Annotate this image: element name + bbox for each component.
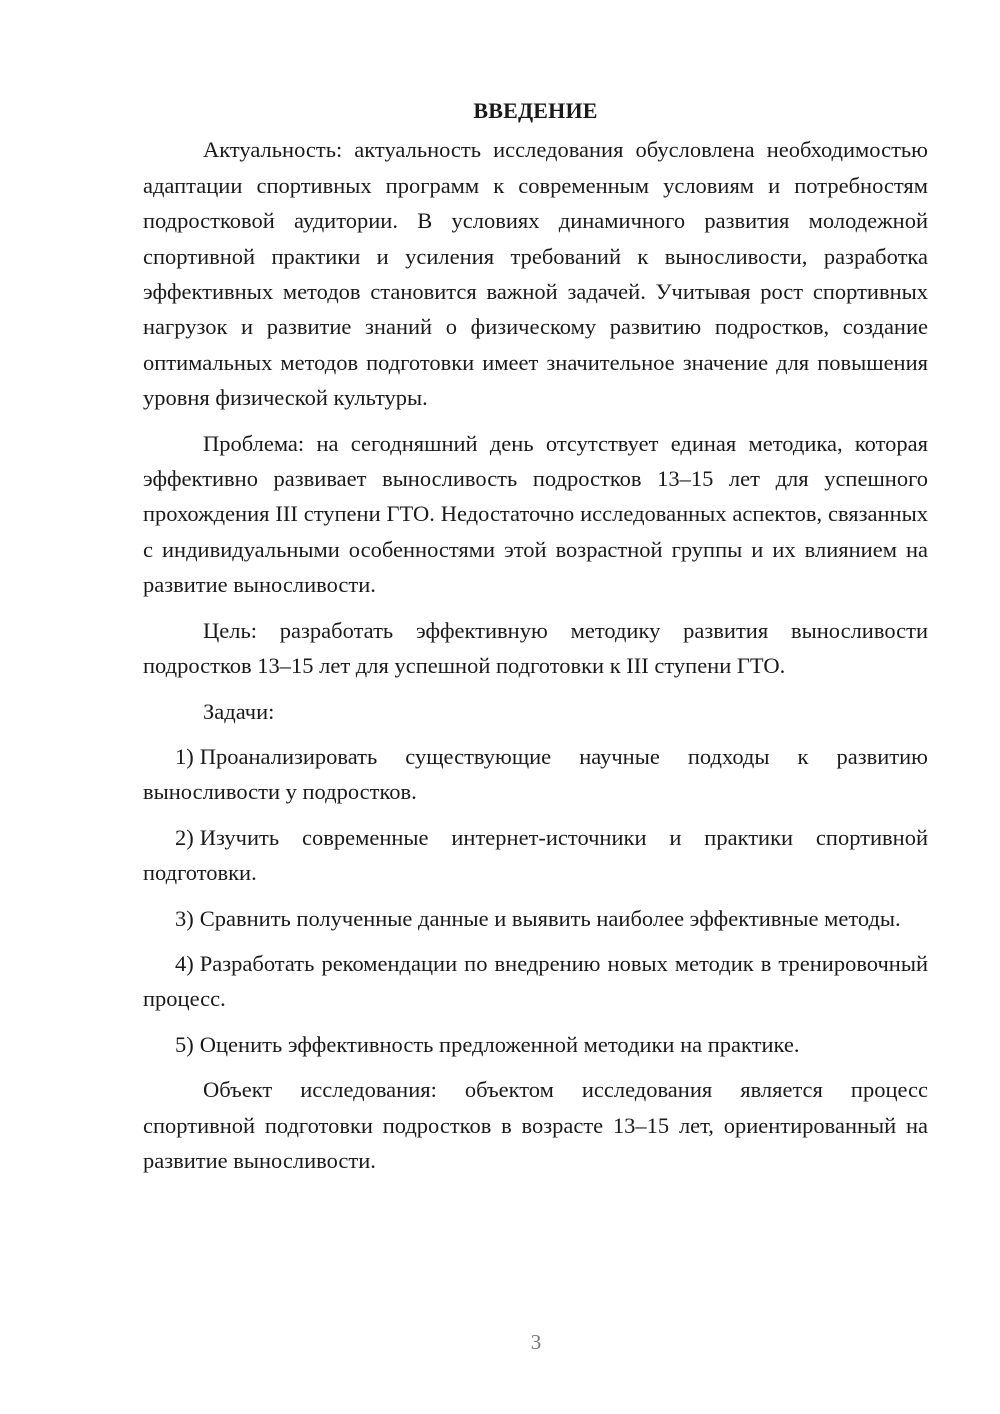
task-item xyxy=(143,739,928,810)
task-text: Оценить эффективность предложенной методики на практике. xyxy=(199,1031,800,1057)
problem-paragraph: Проблема: на сегодняшний день отсутствует единая методика, которая эффективно развивает выносливость подростков 13–15 лет для успешного прохождения III ступени ГТО. Недостаточно исследованных аспектов, связанных с индивидуальными особенностями этой возрастной группы и их влиянием на развитие выносливости. xyxy=(143,430,928,598)
tasks-heading: Задачи: xyxy=(203,698,275,724)
task-text: Разработать рекомендации по внедрению новых методик в тренировочный процесс. xyxy=(143,950,928,1012)
task-number: 1) xyxy=(175,743,194,769)
page-content xyxy=(143,93,928,1178)
task-item xyxy=(143,946,928,1017)
task-item xyxy=(143,820,928,891)
task-number: 3) xyxy=(175,905,194,931)
task-text: Изучить современные интернет-источники и практики спортивной подготовки. xyxy=(143,824,928,886)
page-title: ВВЕДЕНИЕ xyxy=(473,98,598,123)
task-item xyxy=(143,1027,928,1062)
task-text: Сравнить полученные данные и выявить наиболее эффективные методы. xyxy=(199,905,901,931)
task-number: 2) xyxy=(175,824,194,850)
relevance-paragraph: Актуальность: актуальность исследования обусловлена необходимостью адаптации спортивных программ к современным условиям и потребностям подростковой аудитории. В условиях динамичного развития молодежной спортивной практики и усиления требований к выносливости, разработка эффективных методов становится важной задачей. Учитывая рост спортивных нагрузок и развитие знаний о физическому развитию подростков, создание оптимальных методов подготовки имеет значительное значение для повышения уровня физической культуры. xyxy=(143,137,928,411)
object-paragraph: Объект исследования: объектом исследования является процесс спортивной подготовки подростков в возрасте 13–15 лет, ориентированный на развитие выносливости. xyxy=(143,1077,928,1173)
goal-paragraph: Цель: разработать эффективную методику развития выносливости подростков 13–15 лет для успешной подготовки к III ступени ГТО. xyxy=(143,617,928,679)
task-item xyxy=(143,901,928,936)
task-text: Проанализировать существующие научные подходы к развитию выносливости у подростков. xyxy=(143,743,928,805)
page-number: 3 xyxy=(530,1330,542,1354)
task-number: 4) xyxy=(175,950,194,976)
task-number: 5) xyxy=(175,1031,194,1057)
